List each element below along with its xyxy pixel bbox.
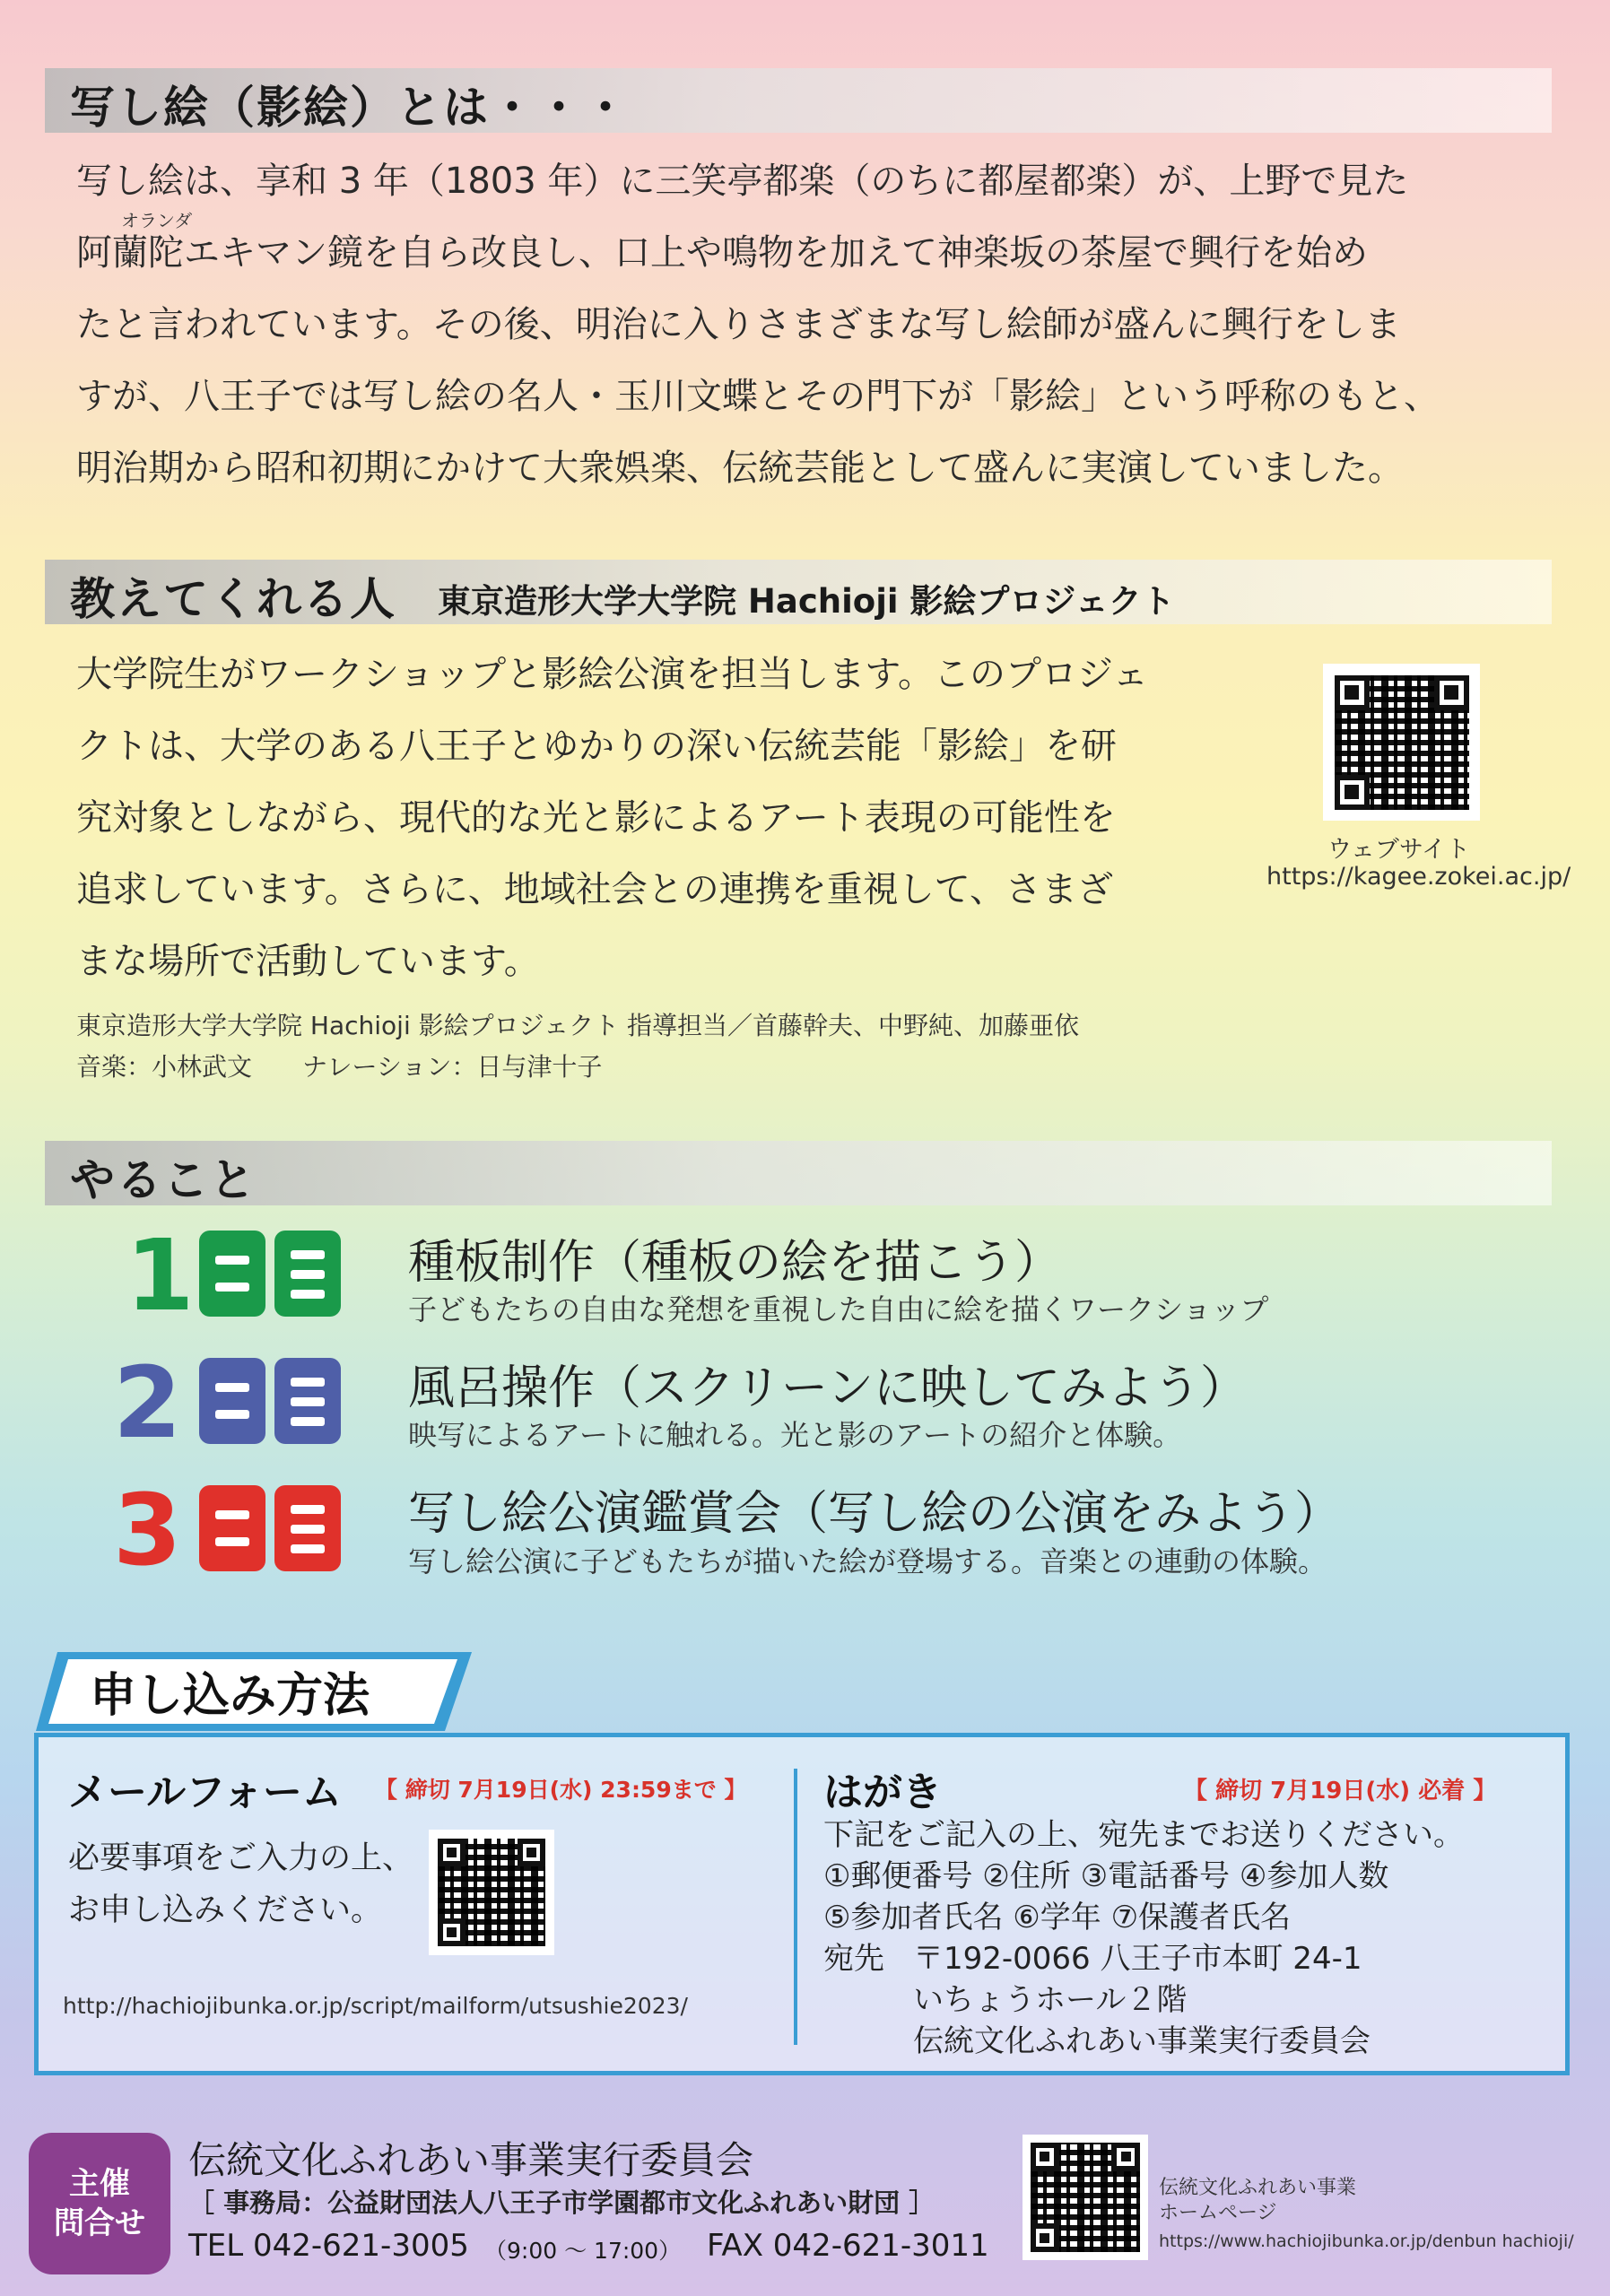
- organizer-badge: [29, 2133, 170, 2274]
- section1-line: 明治期から昭和初期にかけて大衆娯楽、伝統芸能として盛んに実演していました。: [76, 448, 1404, 489]
- footer-tel: TEL 042-621-3005: [188, 2228, 469, 2264]
- day2-desc: 映写によるアートに触れる。光と影のアートの紹介と体験。: [408, 1418, 1182, 1452]
- ruby-oranda: オランダ: [121, 210, 193, 231]
- postcard-address-label: 宛先: [823, 1941, 884, 1977]
- section2-body: [76, 639, 1269, 997]
- day2-me-icon: [274, 1358, 341, 1444]
- organizer-name: 伝統文化ふれあい事業実行委員会: [188, 2138, 754, 2182]
- credits-music-narration: 音楽：小林武文 ナレーション：日与津十子: [76, 1052, 603, 1082]
- apply-tab-title: 申し込み方法: [90, 1669, 370, 1723]
- section2-line: まな場所で活動しています。: [76, 941, 540, 982]
- postcard-address-1: 〒192-0066 八王子市本町 24-1: [913, 1941, 1362, 1977]
- apply-panel-divider: [794, 1769, 797, 2045]
- day2-number: 2: [113, 1345, 182, 1460]
- mailform-deadline: 【 締切 7月19日(水) 23:59まで 】: [375, 1777, 747, 1803]
- website-qr-code[interactable]: [1323, 664, 1480, 821]
- mailform-text-1: 必要事項をご入力の上、: [68, 1840, 414, 1876]
- mailform-url[interactable]: http://hachiojibunka.or.jp/script/mailform/utsushie2023/: [63, 1993, 688, 2019]
- organizer-badge-line-2: 問合せ: [54, 2205, 145, 2241]
- mailform-text-2: お申し込みください。: [68, 1892, 383, 1928]
- postcard-title: はがき: [823, 1770, 942, 1815]
- postcard-line-1: 下記をご記入の上、宛先までお送りください。: [823, 1817, 1464, 1853]
- section1-line: すが、八王子では写し絵の名人・玉川文蝶とその門下が「影絵」という呼称のもと、: [76, 376, 1440, 417]
- section2-line: 大学院生がワークショップと影絵公演を担当します。このプロジェ: [76, 654, 1149, 695]
- postcard-line-2: ①郵便番号 ②住所 ③電話番号 ④参加人数: [823, 1858, 1389, 1894]
- mailform-qr-code[interactable]: [429, 1830, 554, 1955]
- day1-title: 種板制作（種板の絵を描こう）: [408, 1236, 1062, 1290]
- day3-title: 写し絵公演鑑賞会（写し絵の公演をみよう）: [408, 1487, 1342, 1541]
- homepage-label-2: ホームページ: [1159, 2202, 1277, 2224]
- day1-me-icon: [274, 1231, 341, 1317]
- section1-line: たと言われています。その後、明治に入りさまざまな写し絵師が盛んに興行をしま: [76, 304, 1401, 345]
- section2-title: 教えてくれる人: [70, 573, 396, 625]
- day1-hi-icon: [199, 1231, 265, 1317]
- section1-line: 写し絵は、享和 3 年（1803 年）に三笑亭都楽（のちに都屋都楽）が、上野で見た: [76, 161, 1409, 202]
- homepage-url[interactable]: https://www.hachiojibunka.or.jp/denbun hachioji/: [1159, 2231, 1574, 2251]
- organizer-badge-line-1: 主催: [69, 2166, 130, 2202]
- credits-instructors: 東京造形大学大学院 Hachioji 影絵プロジェクト 指導担当／首藤幹夫、中野純、加藤亜依: [76, 1011, 1079, 1040]
- postcard-address-2: いちょうホール２階: [913, 1982, 1188, 2018]
- section2-line: 究対象としながら、現代的な光と影によるアート表現の可能性を: [76, 797, 1116, 839]
- section2-subtitle: 東京造形大学大学院 Hachioji 影絵プロジェクト: [438, 582, 1175, 621]
- website-label: ウェブサイト: [1327, 836, 1471, 864]
- section1-body: [76, 145, 1547, 504]
- postcard-line-3: ⑤参加者氏名 ⑥学年 ⑦保護者氏名: [823, 1900, 1292, 1935]
- mailform-title: メールフォーム: [68, 1770, 342, 1815]
- day1-number: 1: [126, 1218, 195, 1333]
- day3-me-icon: [274, 1485, 341, 1571]
- section3-title: やること: [70, 1154, 257, 1206]
- section1-title: 写し絵（影絵）とは・・・: [70, 82, 630, 134]
- section1-line: 阿蘭陀エキマン鏡を自ら改良し、口上や鳴物を加えて神楽坂の茶屋で興行を始め: [76, 232, 1368, 274]
- section2-line: 追求しています。さらに、地域社会との連携を重視して、さまざ: [76, 869, 1113, 910]
- day3-desc: 写し絵公演に子どもたちが描いた絵が登場する。音楽との連動の体験。: [408, 1544, 1327, 1578]
- footer-fax: FAX 042-621-3011: [707, 2228, 989, 2264]
- postcard-deadline: 【 締切 7月19日(水) 必着 】: [1184, 1778, 1497, 1805]
- day2-title: 風呂操作（スクリーンに映してみよう）: [408, 1361, 1247, 1415]
- section2-line: クトは、大学のある八王子とゆかりの深い伝統芸能「影絵」を研: [76, 726, 1117, 767]
- homepage-qr-code[interactable]: [1023, 2135, 1148, 2260]
- postcard-address-3: 伝統文化ふれあい事業実行委員会: [913, 2023, 1371, 2059]
- homepage-label-1: 伝統文化ふれあい事業: [1159, 2177, 1357, 2199]
- footer-hours: （9:00 ～ 17:00）: [484, 2238, 682, 2264]
- day2-hi-icon: [199, 1358, 265, 1444]
- day3-hi-icon: [199, 1485, 265, 1571]
- day3-number: 3: [113, 1473, 182, 1587]
- website-url[interactable]: https://kagee.zokei.ac.jp/: [1266, 863, 1571, 891]
- organizer-office: ［ 事務局：公益財団法人八王子市学園都市文化ふれあい財団 ］: [188, 2187, 936, 2218]
- section3-header-bar: [45, 1141, 1552, 1205]
- day1-desc: 子どもたちの自由な発想を重視した自由に絵を描くワークショップ: [408, 1292, 1269, 1326]
